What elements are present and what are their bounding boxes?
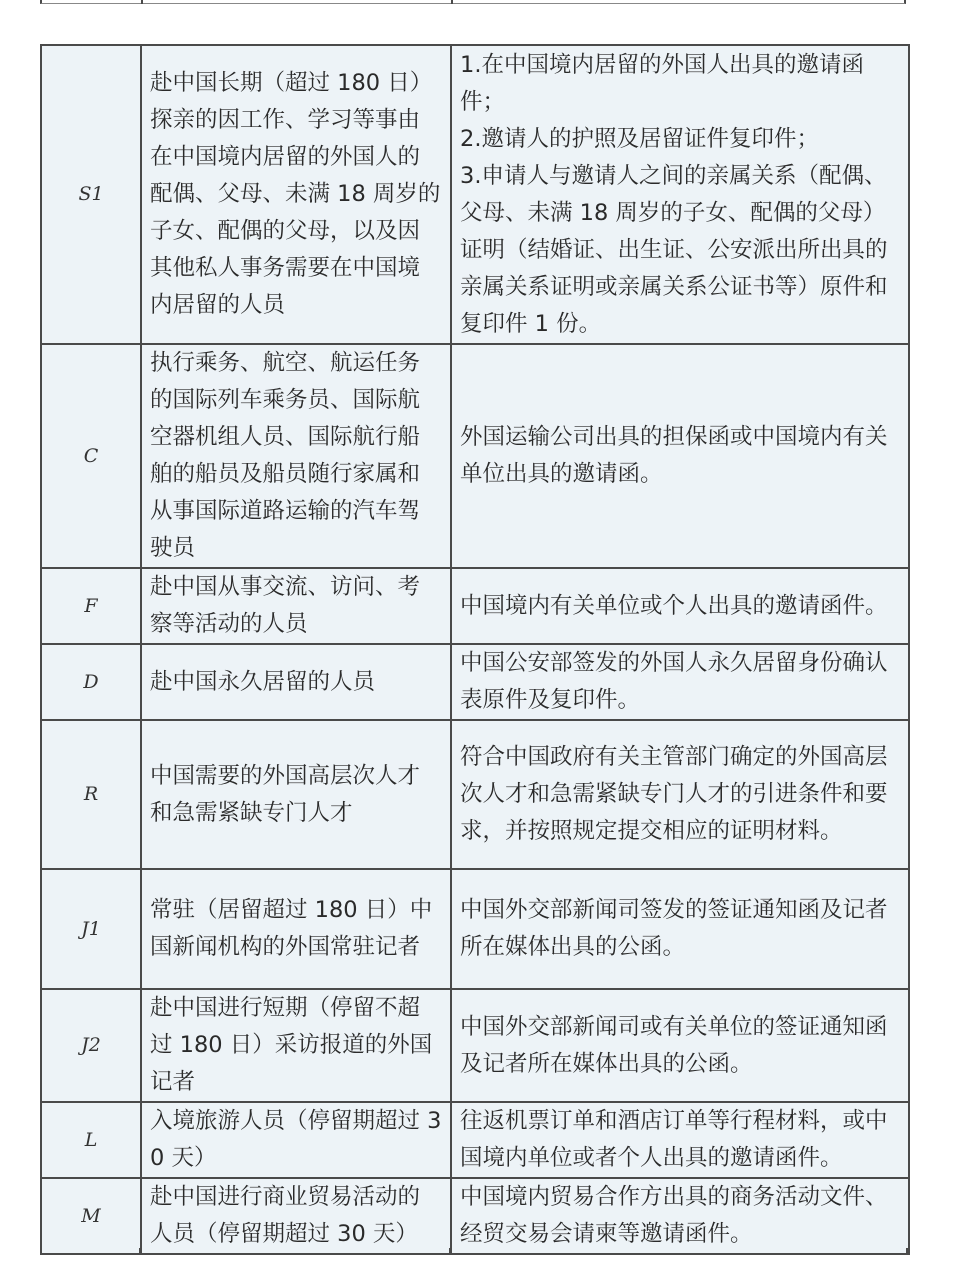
table-row [41, 568, 909, 644]
visa-code: R [41, 720, 141, 869]
visa-code: C [41, 344, 141, 568]
visa-code: L [41, 1102, 141, 1178]
table-row [41, 1178, 909, 1254]
table-row [41, 644, 909, 720]
applicant-description: 执行乘务、航空、航运任务的国际列车乘务员、国际航空器机组人员、国际航行船舶的船员及船员随行家属和从事国际道路运输的汽车驾驶员 [141, 344, 451, 568]
required-materials: 中国外交部新闻司签发的签证通知函及记者所在媒体出具的公函。 [451, 869, 909, 989]
table-row [41, 720, 909, 869]
applicant-description: 赴中国永久居留的人员 [141, 644, 451, 720]
table-row [41, 45, 909, 344]
required-materials: 中国公安部签发的外国人永久居留身份确认表原件及复印件。 [451, 644, 909, 720]
visa-code: S1 [41, 45, 141, 344]
material-item: 1.在中国境内居留的外国人出具的邀请函件； [460, 51, 864, 115]
applicant-description: 赴中国长期（超过 180 日）探亲的因工作、学习等事由在中国境内居留的外国人的配偶、父母、未满 18 周岁的子女、配偶的父母，以及因其他私人事务需要在中国境内居留的人员 [141, 45, 451, 344]
applicant-description: 赴中国从事交流、访问、考察等活动的人员 [141, 568, 451, 644]
required-materials: 中国境内贸易合作方出具的商务活动文件、经贸交易会请柬等邀请函件。 [451, 1178, 909, 1254]
applicant-description: 入境旅游人员（停留期超过 30 天） [141, 1102, 451, 1178]
visa-code: D [41, 644, 141, 720]
table-row [41, 1102, 909, 1178]
applicant-description: 赴中国进行短期（停留不超过 180 日）采访报道的外国记者 [141, 989, 451, 1102]
required-materials: 往返机票订单和酒店订单等行程材料，或中国境内单位或者个人出具的邀请函件。 [451, 1102, 909, 1178]
required-materials: 中国境内有关单位或个人出具的邀请函件。 [451, 568, 909, 644]
visa-code: J1 [41, 869, 141, 989]
required-materials: 外国运输公司出具的担保函或中国境内有关单位出具的邀请函。 [451, 344, 909, 568]
table-row [41, 989, 909, 1102]
required-materials: 符合中国政府有关主管部门确定的外国高层次人才和急需紧缺专门人才的引进条件和要求，并按照规定提交相应的证明材料。 [451, 720, 909, 869]
visa-code: J2 [41, 989, 141, 1102]
visa-code: M [41, 1178, 141, 1254]
table-row [41, 869, 909, 989]
required-materials [451, 45, 909, 344]
applicant-description: 赴中国进行商业贸易活动的人员（停留期超过 30 天） [141, 1178, 451, 1254]
required-materials: 中国外交部新闻司或有关单位的签证通知函及记者所在媒体出具的公函。 [451, 989, 909, 1102]
visa-requirements-table [40, 44, 910, 1255]
table-bottom-edge [40, 1248, 908, 1254]
table-top-edge [40, 0, 906, 4]
material-item: 3.申请人与邀请人之间的亲属关系（配偶、父母、未满 18 周岁的子女、配偶的父母）证明（结婚证、出生证、公安派出所出具的亲属关系证明或亲属关系公证书等）原件和复印件 1 份。 [460, 162, 888, 337]
material-item: 2.邀请人的护照及居留证件复印件； [460, 125, 819, 152]
applicant-description: 常驻（居留超过 180 日）中国新闻机构的外国常驻记者 [141, 869, 451, 989]
applicant-description: 中国需要的外国高层次人才和急需紧缺专门人才 [141, 720, 451, 869]
visa-code: F [41, 568, 141, 644]
table-row [41, 344, 909, 568]
